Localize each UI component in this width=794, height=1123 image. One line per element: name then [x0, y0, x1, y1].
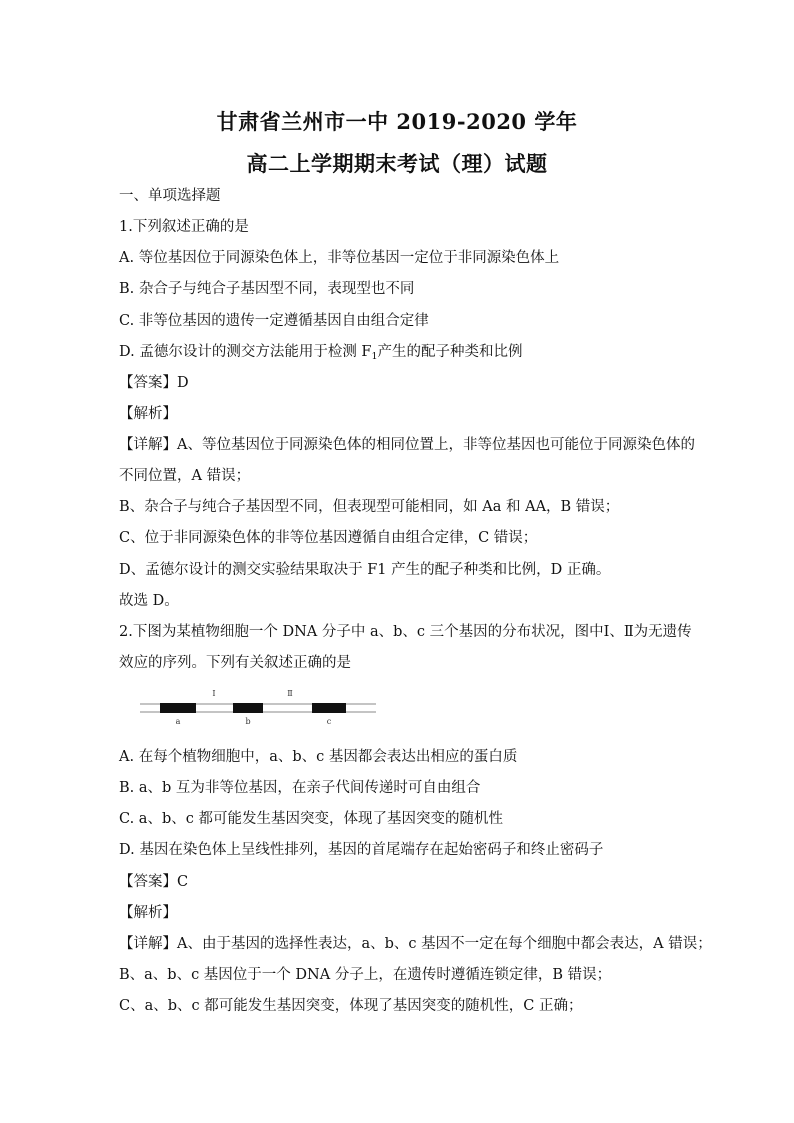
- gene-label-b: b: [245, 717, 251, 726]
- q1-option-a: A. 等位基因位于同源染色体上，非等位基因一定位于非同源染色体上: [119, 250, 560, 266]
- document-title-line2: 高二上学期期末考试（理）试题: [246, 151, 548, 176]
- document-title-line1: 甘肃省兰州市一中 2019-2020 学年: [216, 109, 578, 134]
- q2-detail-3: C、a、b、c 都可能发生基因突变，体现了基因突变的随机性，C 正确；: [119, 998, 583, 1014]
- q1-conclusion: 故选 D。: [119, 593, 179, 609]
- q2-option-a: A. 在每个植物细胞中，a、b、c 基因都会表达出相应的蛋白质: [119, 749, 518, 765]
- q1-option-b: B. 杂合子与纯合子基因型不同，表现型也不同: [119, 281, 415, 297]
- dna-gene-figure: [140, 686, 380, 726]
- q1-detail-1-cont: 不同位置，A 错误；: [119, 468, 251, 484]
- gene-a-block: [160, 703, 196, 713]
- gene-label-a: a: [175, 717, 181, 726]
- region-label-1: Ⅰ: [212, 689, 216, 698]
- q2-option-b: B. a、b 互为非等位基因，在亲子代间传递时可自由组合: [119, 780, 481, 796]
- q2-detail-2: B、a、b、c 基因位于一个 DNA 分子上，在遗传时遵循连锁定律，B 错误；: [119, 967, 612, 983]
- q1-option-d-subscript: 1: [371, 351, 378, 362]
- gene-c-block: [312, 703, 346, 713]
- gene-label-c: c: [326, 717, 332, 726]
- q1-option-d: [119, 342, 523, 367]
- q1-detail-4: D、孟德尔设计的测交实验结果取决于 F1 产生的配子种类和比例，D 正确。: [119, 562, 611, 578]
- q2-option-d: D. 基因在染色体上呈线性排列，基因的首尾端存在起始密码子和终止密码子: [119, 842, 604, 858]
- q2-option-c: C. a、b、c 都可能发生基因突变，体现了基因突变的随机性: [119, 811, 503, 827]
- q2-analysis-heading: 【解析】: [119, 905, 177, 921]
- gene-b-block: [233, 703, 263, 713]
- q1-detail-3: C、位于非同源染色体的非等位基因遵循自由组合定律，C 错误；: [119, 530, 538, 546]
- q2-stem-cont: 效应的序列。下列有关叙述正确的是: [119, 655, 351, 671]
- q1-stem: 1.下列叙述正确的是: [119, 219, 249, 235]
- q1-option-d-text-end: 产生的配子种类和比例: [377, 344, 523, 360]
- q1-detail-2: B、杂合子与纯合子基因型不同，但表现型可能相同，如 Aa 和 AA，B 错误；: [119, 499, 620, 515]
- q1-option-d-text: D. 孟德尔设计的测交方法能用于检测 F: [119, 344, 372, 360]
- q2-answer: 【答案】C: [119, 874, 189, 890]
- q1-answer: 【答案】D: [119, 375, 189, 391]
- q1-analysis-heading: 【解析】: [119, 406, 177, 422]
- q2-stem: 2.下图为某植物细胞一个 DNA 分子中 a、b、c 三个基因的分布状况，图中Ⅰ、Ⅱ为无遗传: [119, 624, 692, 640]
- region-label-2: Ⅱ: [287, 689, 293, 698]
- section-heading: 一、单项选择题: [119, 188, 221, 204]
- q1-detail-1: 【详解】A、等位基因位于同源染色体的相同位置上，非等位基因也可能位于同源染色体的: [119, 437, 695, 453]
- q1-option-c: C. 非等位基因的遗传一定遵循基因自由组合定律: [119, 313, 429, 329]
- q2-detail-1: 【详解】A、由于基因的选择性表达，a、b、c 基因不一定在每个细胞中都会表达，A 错误；: [119, 936, 712, 952]
